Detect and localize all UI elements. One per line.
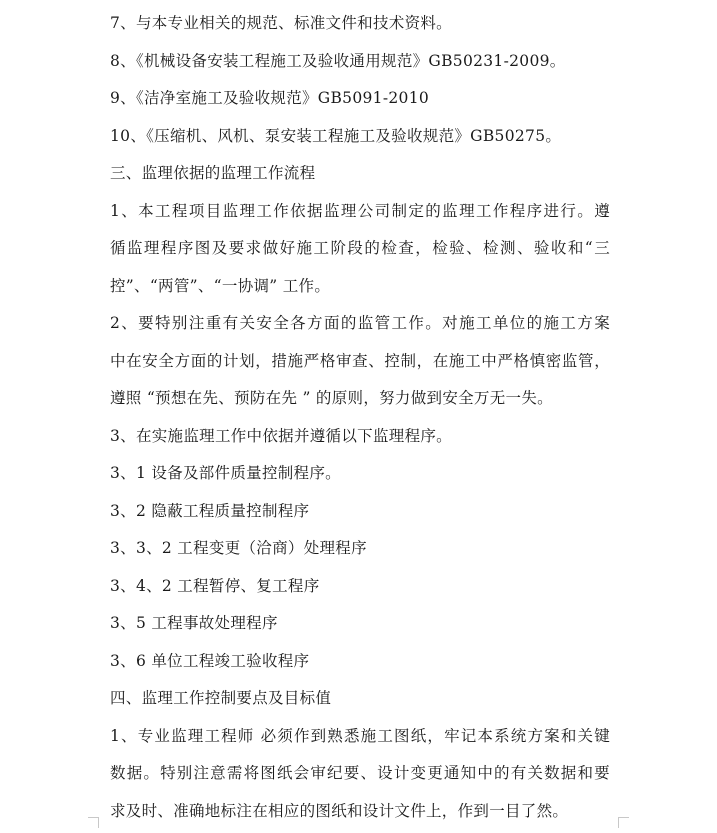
text-line: 10、《压缩机、风机、泵安装工程施工及验收规范》GB50275。 (110, 121, 610, 159)
text-line: 中在安全方面的计划，措施严格审查、控制，在施工中严格慎密监管， (110, 346, 610, 384)
section-heading: 四、监理工作控制要点及目标值 (110, 683, 610, 721)
text-line: 循监理程序图及要求做好施工阶段的检查，检验、检测、验收和“三 (110, 233, 610, 271)
text-line: 求及时、准确地标注在相应的图纸和设计文件上，作到一目了然。 (110, 796, 610, 833)
text-line: 2、要特别注重有关安全各方面的监管工作。对施工单位的施工方案 (110, 308, 610, 346)
page-corner-mark (88, 817, 99, 828)
text-line: 9、《洁净室施工及验收规范》GB5091-2010 (110, 83, 610, 121)
text-line: 1、本工程项目监理工作依据监理公司制定的监理工作程序进行。遵 (110, 196, 610, 234)
section-heading: 三、监理依据的监理工作流程 (110, 158, 610, 196)
text-line: 3、在实施监理工作中依据并遵循以下监理程序。 (110, 421, 610, 459)
text-line: 7、与本专业相关的规范、标准文件和技术资料。 (110, 8, 610, 46)
text-line: 3、4、2 工程暂停、复工程序 (110, 571, 610, 609)
text-line: 数据。特别注意需将图纸会审纪要、设计变更通知中的有关数据和要 (110, 758, 610, 796)
text-line: 3、6 单位工程竣工验收程序 (110, 646, 610, 684)
document-body (110, 8, 610, 833)
text-line: 3、1 设备及部件质量控制程序。 (110, 458, 610, 496)
text-line: 3、2 隐蔽工程质量控制程序 (110, 496, 610, 534)
text-line: 控”、“两管”、“一协调” 工作。 (110, 271, 610, 309)
text-line: 1、专业监理工程师 必须作到熟悉施工图纸，牢记本系统方案和关键 (110, 721, 610, 759)
text-line: 8、《机械设备安装工程施工及验收通用规范》GB50231-2009。 (110, 46, 610, 84)
text-line: 3、5 工程事故处理程序 (110, 608, 610, 646)
page-corner-mark (618, 817, 629, 828)
text-line: 遵照 “预想在先、预防在先 ” 的原则，努力做到安全万无一失。 (110, 383, 610, 421)
text-line: 3、3、2 工程变更（洽商）处理程序 (110, 533, 610, 571)
